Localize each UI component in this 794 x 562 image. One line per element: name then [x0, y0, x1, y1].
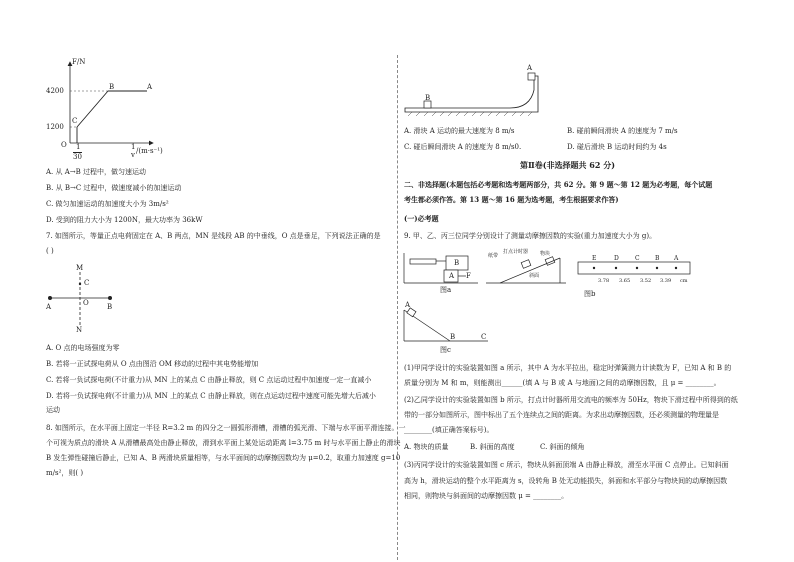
figc-label-C: C: [481, 333, 487, 341]
q9-part2-line1: (2)乙同学设计的实验装置如图 b 所示，打点计时器所用交流电的频率为 50Hz，物块下滑过程中所得到的纸: [404, 396, 738, 404]
q8-line-3: B 发生弹性碰撞后静止，已知 A、B 两滑块质量相等，与水平面间的动摩擦因数均为 μ=0.2，取重力加速度 g=10: [46, 454, 401, 462]
fig7-label-N: N: [76, 326, 83, 334]
q6-option-d: D. 受到的阻力大小为 1200N，最大功率为 36kW: [46, 216, 203, 224]
graph-xaxis-unit: /(m·s⁻¹): [136, 147, 163, 155]
graph-y-1200: 1200: [46, 123, 64, 131]
figc-drawing: [404, 308, 488, 341]
figa-label-A: A: [449, 272, 455, 280]
graph-xtick-den: 30: [73, 153, 82, 161]
required-heading: (一)必考题: [404, 214, 439, 223]
q9-part2-opt-b: B. 斜面的高度: [470, 443, 515, 451]
q6-option-b: B. 从 B→C 过程中，做速度减小的加速运动: [46, 184, 182, 192]
figb-label-tape: 纸带: [488, 253, 499, 259]
q8-line-1: 8. 如图所示，在水平面上固定一半径 R=3.2 m 的四分之一圆弧形滑槽，滑槽的弧光滑、下端与水平面平滑连接。一: [46, 424, 406, 432]
q8-line-2: 个可视为质点的滑块 A 从滑槽最高处由静止释放，滑到水平面上某处运动距离 l=3.75 m 时与水平面上静止的滑块: [46, 439, 401, 447]
fig7-label-O: O: [83, 299, 89, 307]
q8-option-d: D. 碰后滑块 B 运动时间约为 4s: [567, 143, 667, 151]
q8-option-c: C. 碰后瞬间滑块 A 的速度为 8 m/s0.: [404, 143, 522, 151]
q6-option-a: A. 从 A→B 过程中，做匀速运动: [46, 168, 147, 176]
q6-option-c: C. 做匀加速运动的加速度大小为 3m/s²: [46, 200, 169, 208]
q7-paren: ( ): [46, 247, 54, 255]
section-2-line-2: 考生都必须作答。第 13 题～第 16 题为选考题，考生根据要求作答): [404, 195, 619, 204]
graph-xaxis-num: 1: [131, 143, 136, 151]
figb-tape-dots: [593, 267, 677, 269]
figb-point-C: C: [635, 255, 640, 262]
q7-option-c: C. 若将一负试探电荷(不计重力)从 MN 上的某点 C 由静止释放，则 C 点运动过程中加速度一定一直减小: [46, 376, 372, 384]
q9-part3-line3: 相同，则物块与斜面间的动摩擦因数 μ = ________。: [404, 492, 569, 500]
q9-part1-line1: (1)甲同学设计的实验装置如图 a 所示，其中 A 为水平拉出，稳定时弹簧测力计读数为 F，已知 A 和 B 的: [404, 364, 732, 372]
figb-label-block: 物块: [540, 251, 551, 257]
fig8-block-A: [528, 73, 535, 80]
q7-option-b: B. 若将一正试探电荷从 O 点由图沿 OM 移动的过程中其电势能增加: [46, 360, 259, 368]
figb-dist-4: 3.39: [660, 278, 672, 284]
graph-xtick-num: 1: [76, 143, 81, 151]
figa-label-B: B: [454, 259, 460, 267]
fig7-label-B: B: [107, 303, 113, 311]
graph-line-BC: [77, 91, 108, 127]
q9-part3-line1: (3)丙同学设计的实验装置如图 c 所示，物块从斜面顶端 A 由静止释放，滑至水平面 C 点停止。已知斜面: [404, 461, 729, 469]
figb-unit: cm: [680, 278, 688, 284]
graph-y-4200: 4200: [46, 87, 64, 95]
graph-point-B: B: [109, 83, 115, 91]
figb-label-slope: 斜面: [529, 273, 540, 279]
graph-origin: O: [61, 141, 67, 149]
fig8-label-B: B: [425, 94, 431, 102]
figc-caption: 图c: [440, 346, 451, 354]
q7-stem: 7. 如图所示，等量正点电荷固定在 A、B 两点，MN 是线段 AB 的中垂线，O 点是垂足，下列说法正确的是: [46, 232, 381, 240]
figb-label-timer: 打点计时器: [503, 249, 529, 255]
graph-point-A: A: [147, 83, 153, 91]
q9-part2-line3: ________(填正确答案标号)。: [404, 426, 494, 434]
figa-label-F: F: [466, 272, 471, 280]
q8-option-a: A. 滑块 A 运动的最大速度为 8 m/s: [404, 127, 515, 135]
q9-part1-line2: 质量分别为 M 和 m，则能测出______(填 A 与 B 或 A 与地面)之间的动摩擦因数，且 μ = ________。: [404, 379, 721, 387]
fig7-charge-A: [48, 296, 52, 300]
figb-dist-1: 3.78: [598, 278, 610, 284]
figa-caption: 图a: [440, 286, 452, 294]
fig7-point-C: [79, 283, 81, 285]
figb-point-D: D: [614, 255, 619, 262]
figc-label-B: B: [450, 333, 456, 341]
fig7-label-A: A: [46, 303, 52, 311]
fig7-label-C: C: [84, 279, 90, 287]
q7-option-d-cont: 运动: [46, 406, 60, 414]
figb-caption: 图b: [584, 290, 596, 298]
q8-line-4: m/s²，则( ): [46, 469, 84, 477]
figb-point-A: A: [674, 255, 679, 262]
section-2-line-1: 二、非选择题(本题包括必考题和选考题两部分，共 62 分。第 9 题～第 12 题为必考题，每个试题: [404, 180, 713, 189]
q9-part3-line2: 高为 h，滑块运动的整个水平距离为 s，设转角 B 处无动能损失，斜面和水平部分与物块间的动摩擦因数: [404, 477, 728, 485]
figb-dist-2: 3.65: [619, 278, 631, 284]
fig7-charge-B: [108, 296, 112, 300]
q9-part2-opt-c: C. 斜面的倾角: [540, 443, 585, 451]
q7-option-a: A. O 点的电场强度为零: [46, 344, 120, 352]
fig8-label-A: A: [527, 64, 533, 72]
q8-option-b: B. 碰前瞬间滑块 A 的速度为 7 m/s: [567, 127, 678, 135]
q9-part2-line2: 带的一部分如图所示，图中标出了五个连续点之间的距离。为求出动摩擦因数，还必须测量的物理量是: [404, 411, 719, 419]
graph-ylabel: F/N: [72, 58, 86, 66]
graph-point-C: C: [72, 117, 78, 125]
figb-point-E: E: [592, 255, 597, 262]
graph-xaxis-den: v: [131, 151, 135, 159]
q9-part2-opt-a: A. 物块的质量: [404, 443, 449, 451]
figc-label-A: A: [405, 301, 411, 309]
q7-option-d: D. 若将一负试探电荷(不计重力)从 MN 上的某点 C 由静止释放，则在点运动过程中速度可能先增大后减小: [46, 392, 376, 400]
fig8-ground-hatch: [408, 112, 532, 116]
q9-stem: 9. 甲、乙、丙三位同学分别设计了测量动摩擦因数的实验(重力加速度大小为 g)。: [404, 232, 657, 240]
figb-point-B: B: [655, 255, 660, 262]
section-title: 第Ⅱ卷(非选择题共 62 分): [520, 160, 616, 170]
fig7-label-M: M: [76, 264, 84, 272]
figb-dist-3: 3.52: [640, 278, 652, 284]
